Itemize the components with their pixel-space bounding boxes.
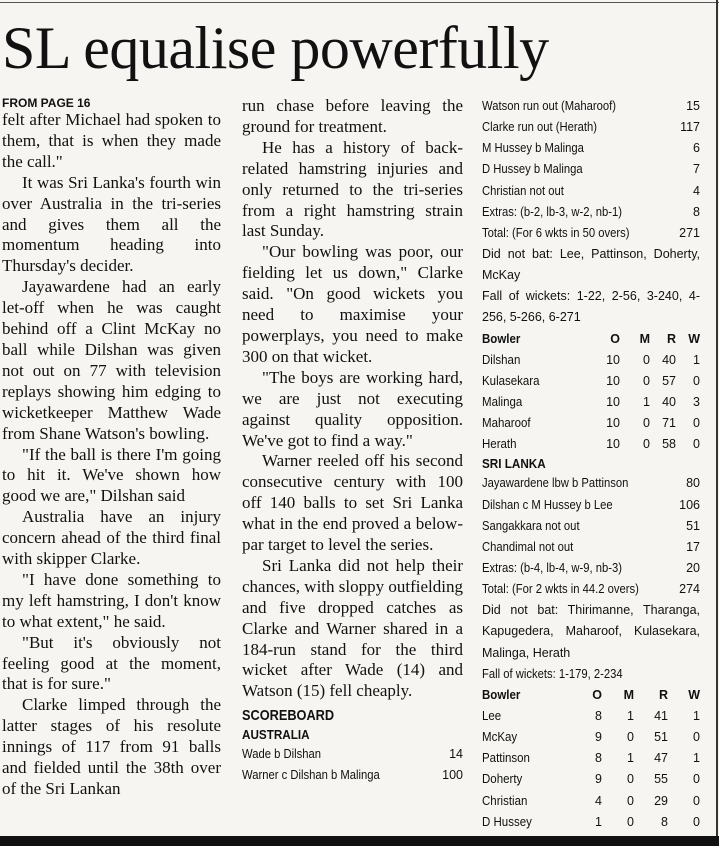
- runs-col-header: R: [666, 331, 676, 346]
- bowler-overs: 10: [606, 352, 620, 367]
- batter-runs: 6: [693, 141, 700, 156]
- bowler-maidens: 0: [627, 793, 634, 808]
- bowler-wickets: 0: [693, 793, 700, 808]
- did-not-bat: Did not bat: Thirimanne, Tharanga, Kapugedera, Maharoof, Kulasekara, Malinga, Herath: [482, 603, 700, 660]
- bowler-runs: 71: [662, 416, 676, 431]
- bowler-overs: 10: [606, 395, 620, 410]
- maidens-col-header: M: [623, 687, 634, 702]
- batter-name: M Hussey b Malinga: [482, 141, 584, 156]
- batting-row: [242, 744, 463, 765]
- article-column-1: [2, 96, 221, 800]
- scoreboard-column: [482, 96, 700, 833]
- bowler-col-header: Bowler: [482, 687, 521, 702]
- scoreboard-title: SCOREBOARD: [242, 707, 335, 725]
- bowler-maidens: 1: [643, 395, 650, 410]
- bowler-wickets: 1: [693, 709, 700, 724]
- extras-value: 8: [693, 204, 700, 219]
- batter-name: D Hussey b Malinga: [482, 162, 583, 177]
- paragraph: "I have done something to my left hamstring, I don't know to what extent," he said.: [2, 569, 221, 631]
- bowler-overs: 9: [595, 772, 602, 787]
- bowler-overs: 8: [595, 709, 602, 724]
- extras-label: Extras: (b-2, lb-3, w-2, nb-1): [482, 204, 623, 219]
- bowler-runs: 29: [654, 793, 668, 808]
- bowler-maidens: 0: [643, 373, 650, 388]
- total-row: [482, 579, 700, 600]
- batter-runs: 17: [686, 539, 700, 554]
- batter-name: Chandimal not out: [482, 539, 574, 554]
- bowler-maidens: 0: [643, 416, 650, 431]
- bowler-wickets: 0: [693, 373, 700, 388]
- bowler-name: Kulasekara: [482, 373, 540, 388]
- extras-row: [482, 202, 700, 223]
- batting-row: [482, 159, 700, 180]
- bowler-name: Maharoof: [482, 416, 531, 431]
- bowler-overs: 9: [595, 730, 602, 745]
- batter-name: Sangakkara not out: [482, 518, 580, 533]
- bowler-maidens: 1: [627, 751, 634, 766]
- bowler-runs: 55: [654, 772, 668, 787]
- bowling-row: [482, 769, 700, 790]
- team-title-sri-lanka: SRI LANKA: [482, 456, 546, 472]
- batter-name: Watson run out (Maharoof): [482, 99, 617, 113]
- paragraph: "The boys are working hard, we are just not executing against quality opposition. We've got to find a way.": [242, 367, 463, 450]
- paragraph: Clarke limped through the latter stages of his resolute innings of 117 from 91 balls and fielded until the 38th over of the Sri Lankan: [2, 695, 221, 798]
- overs-col-header: O: [592, 687, 602, 702]
- batter-runs: 100: [442, 768, 463, 783]
- wickets-col-header: W: [688, 687, 700, 702]
- bowling-row: [482, 748, 700, 769]
- bowling-row: [482, 434, 700, 455]
- bowler-wickets: 0: [693, 814, 700, 829]
- bowler-wickets: 0: [693, 416, 700, 431]
- bowler-name: Lee: [482, 709, 502, 724]
- maidens-col-header: M: [639, 331, 650, 346]
- bowling-row: [482, 812, 700, 833]
- batting-row: [482, 495, 700, 516]
- total-value: 274: [679, 582, 700, 597]
- batter-runs: 51: [686, 518, 700, 533]
- batter-name: Warner c Dilshan b Malinga: [242, 768, 380, 783]
- bowler-col-header: Bowler: [482, 331, 521, 346]
- batting-row: [482, 96, 700, 117]
- bowling-header-row: [482, 329, 700, 350]
- bowler-name: Doherty: [482, 772, 523, 787]
- batter-name: Jayawardene lbw b Pattinson: [482, 476, 629, 491]
- bowling-header-row: [482, 685, 700, 706]
- batter-runs: 117: [680, 120, 700, 135]
- bowling-row: [482, 392, 700, 413]
- total-label: Total: (For 2 wkts in 44.2 overs): [482, 582, 639, 597]
- batter-runs: 15: [686, 99, 700, 113]
- paragraph: run chase before leaving the ground for treatment.: [242, 96, 463, 136]
- bowler-runs: 57: [662, 373, 676, 388]
- batter-name: Clarke run out (Herath): [482, 120, 598, 135]
- batting-row: [482, 181, 700, 202]
- bowling-row: [482, 371, 700, 392]
- bowler-name: McKay: [482, 730, 518, 745]
- article-column-2: [242, 96, 463, 787]
- bowler-overs: 1: [595, 814, 602, 829]
- bowler-runs: 40: [662, 352, 676, 367]
- paragraph: "But it's obviously not feeling good at the moment, that is for sure.": [2, 632, 221, 694]
- bowler-wickets: 3: [693, 395, 700, 410]
- bowler-maidens: 0: [643, 437, 650, 452]
- bowler-maidens: 1: [627, 709, 634, 724]
- paragraph: It was Sri Lanka's fourth win over Australia in the tri-series and gives them all the momentum heading into Thursday's decider.: [2, 172, 221, 276]
- paragraph: Sri Lanka did not help their chances, with sloppy outfielding and five dropped catches as Clarke and Warner shared in a 184-run stand for the third wicket after Wade (14) and Watson (15) fell cheaply.: [242, 555, 463, 701]
- bowler-runs: 47: [654, 751, 668, 766]
- bowler-runs: 41: [654, 709, 668, 724]
- fall-of-wickets: Fall of wickets: 1-22, 2-56, 3-240, 4-256, 5-266, 6-271: [482, 289, 700, 325]
- batting-row: [242, 765, 463, 786]
- bowling-row: [482, 350, 700, 371]
- bowler-name: Herath: [482, 437, 517, 452]
- bowler-overs: 4: [595, 793, 602, 808]
- from-page-label: FROM PAGE 16: [2, 96, 91, 110]
- fall-of-wickets-text: Fall of wickets: 1-179, 2-234: [482, 666, 623, 681]
- bowler-wickets: 0: [693, 437, 700, 452]
- fall-of-wickets: [482, 664, 700, 685]
- bottom-rule: [0, 836, 719, 846]
- paragraph: "Our bowling was poor, our fielding let us down," Clarke said. "On good wickets you need to maximise your powerplays, you need to make 300 on that wicket.: [242, 242, 463, 366]
- bowling-row: [482, 727, 700, 748]
- total-row: [482, 223, 700, 244]
- bowler-runs: 58: [662, 437, 676, 452]
- bowler-maidens: 0: [627, 772, 634, 787]
- right-edge-rule: [716, 0, 718, 846]
- total-value: 271: [679, 225, 700, 240]
- team-title-australia: AUSTRALIA: [242, 727, 310, 743]
- batter-runs: 14: [449, 747, 463, 762]
- bowler-wickets: 0: [693, 730, 700, 745]
- extras-value: 20: [686, 561, 700, 576]
- bowler-name: Dilshan: [482, 352, 521, 367]
- batting-row: [482, 516, 700, 537]
- batter-name: Dilshan c M Hussey b Lee: [482, 497, 613, 512]
- paragraph: He has a history of back-related hamstring injuries and only returned to the tri-series from a right hamstring strain last Sunday.: [242, 137, 463, 241]
- batter-runs: 106: [679, 497, 700, 512]
- paragraph: "If the ball is there I'm going to hit it. We've shown how good we are," Dilshan said: [2, 444, 221, 506]
- did-not-bat: Did not bat: Lee, Pattinson, Doherty, McKay: [482, 246, 700, 283]
- bowler-name: D Hussey: [482, 814, 532, 829]
- bowler-overs: 10: [606, 437, 620, 452]
- bowler-maidens: 0: [643, 352, 650, 367]
- extras-row: [482, 558, 700, 579]
- bowler-wickets: 0: [693, 772, 700, 787]
- runs-col-header: R: [658, 687, 668, 702]
- bowling-row: [482, 413, 700, 434]
- top-rule: [0, 2, 719, 3]
- total-label: Total: (For 6 wkts in 50 overs): [482, 225, 630, 240]
- bowler-runs: 8: [661, 814, 668, 829]
- batter-runs: 80: [686, 476, 700, 491]
- batting-row: [482, 117, 700, 138]
- bowler-name: Malinga: [482, 395, 523, 410]
- bowler-overs: 10: [606, 416, 620, 431]
- bowling-row: [482, 706, 700, 727]
- bowler-runs: 51: [654, 730, 668, 745]
- bowler-maidens: 0: [627, 730, 634, 745]
- bowler-maidens: 0: [627, 814, 634, 829]
- bowler-overs: 8: [595, 751, 602, 766]
- wickets-col-header: W: [688, 331, 700, 346]
- extras-label: Extras: (b-4, lb-4, w-9, nb-3): [482, 561, 623, 576]
- bowling-row: [482, 791, 700, 812]
- overs-col-header: O: [610, 331, 620, 346]
- bowler-name: Pattinson: [482, 751, 530, 766]
- paragraph: Warner reeled off his second consecutive century with 100 off 140 balls to set Sri Lanka what in the end proved a below-par target to level the series.: [242, 451, 463, 555]
- paragraph: Jayawardene had an early let-off when he was caught behind off a Clint McKay no ball while Dilshan was given not out on 77 with television replays showing him edging to wicketkeeper Matthew Wade from Shane Watson's bowling.: [2, 277, 221, 443]
- headline: SL equalise powerfully: [2, 15, 549, 81]
- batting-row: [482, 473, 700, 494]
- batter-name: Wade b Dilshan: [242, 747, 322, 762]
- batting-row: [482, 537, 700, 558]
- batter-name: Christian not out: [482, 183, 564, 198]
- batter-runs: 7: [693, 162, 700, 177]
- bowler-name: Christian: [482, 793, 528, 808]
- paragraph: Australia have an injury concern ahead of the third final with skipper Clarke.: [2, 507, 221, 569]
- bowler-wickets: 1: [693, 751, 700, 766]
- bowler-overs: 10: [606, 373, 620, 388]
- bowler-wickets: 1: [693, 352, 700, 367]
- batter-runs: 4: [693, 183, 700, 198]
- paragraph: felt after Michael had spoken to them, that is when they made the call.": [2, 110, 221, 171]
- bowler-runs: 40: [662, 395, 676, 410]
- batting-row: [482, 138, 700, 159]
